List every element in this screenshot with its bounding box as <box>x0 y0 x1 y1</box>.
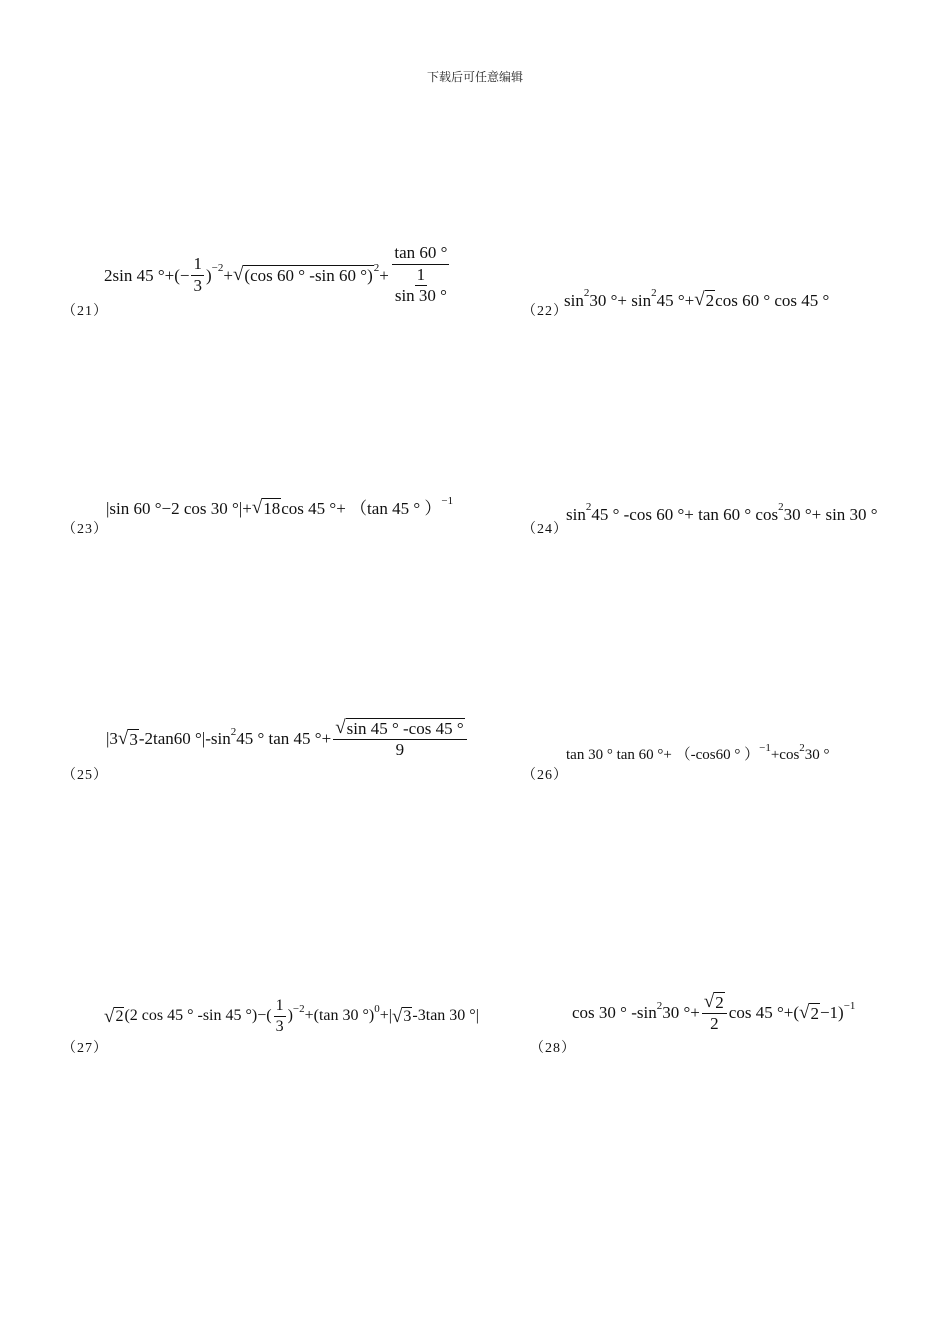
expr-text: 45 ° tan 45 °+ <box>236 729 332 749</box>
square-root <box>233 265 374 285</box>
expr-text: |sin 60 °−2 cos 30 °|+ <box>106 498 252 518</box>
square-root <box>118 729 139 749</box>
fraction <box>702 992 727 1034</box>
expr-text: −1) <box>819 1003 844 1023</box>
exponent: 2 <box>651 287 657 299</box>
denominator: 9 <box>395 740 405 760</box>
expr-text: 45 ° -cos 60 °+ tan 60 ° cos <box>591 504 779 524</box>
expr-text: + <box>223 265 233 285</box>
radicand: 3 <box>403 1007 412 1025</box>
expr-text: +(tan 30 °) <box>304 1007 375 1025</box>
complex-fraction <box>391 244 451 306</box>
expr-text: 30 ° <box>804 747 830 764</box>
expr-text: 30 °+ sin <box>589 290 652 310</box>
radicand: 2 <box>705 291 715 311</box>
inner-fraction <box>393 266 449 306</box>
exponent: −2 <box>292 1002 305 1015</box>
problem-label-25: （25） <box>62 768 108 783</box>
radical-sign: √ <box>694 289 705 311</box>
expression-23 <box>106 495 454 519</box>
expr-text: 30 °+ <box>662 1003 700 1023</box>
expr-text: -2tan60 °|-sin <box>138 729 231 749</box>
problem-label-23: （23） <box>62 522 108 537</box>
expr-text: sin <box>566 504 586 524</box>
radicand: 2 <box>115 1007 124 1025</box>
radicand: sin 45 ° -cos 45 ° <box>346 719 464 739</box>
expr-text: +| <box>379 1007 392 1025</box>
problem-label-22: （22） <box>522 304 568 319</box>
expr-text: (2 cos 45 ° -sin 45 °)−( <box>124 1007 272 1025</box>
radical-sign: √ <box>232 264 244 286</box>
radical-sign: √ <box>799 1001 810 1023</box>
expr-text: |3 <box>106 729 118 749</box>
radical-sign: √ <box>391 1005 403 1027</box>
radicand: (cos 60 ° -sin 60 °) <box>244 266 373 286</box>
expr-text: ) <box>287 1007 293 1025</box>
exponent: 2 <box>583 287 590 299</box>
expression-26 <box>566 742 830 764</box>
expr-text: + <box>379 265 389 285</box>
exponent: −2 <box>211 261 224 274</box>
denominator: 3 <box>193 275 202 295</box>
expression-21 <box>104 244 453 306</box>
expr-text: cos 45 °+( <box>728 1003 800 1023</box>
expression-27 <box>104 997 479 1035</box>
radicand: 2 <box>715 993 724 1013</box>
denominator: 2 <box>710 1014 719 1034</box>
fraction <box>274 997 286 1035</box>
expr-text: tan 30 ° tan 60 °+ （-cos60 ° ） <box>566 747 760 764</box>
square-root <box>694 290 715 310</box>
exponent: −1 <box>441 495 454 507</box>
numerator: 1 <box>191 255 204 276</box>
radical-sign: √ <box>703 991 715 1013</box>
problem-label-28: （28） <box>530 1041 576 1056</box>
radical-sign: √ <box>117 727 129 749</box>
numerator: 1 <box>274 997 286 1017</box>
exponent: 0 <box>374 1002 380 1015</box>
expression-25 <box>106 718 469 760</box>
expression-22 <box>564 287 830 311</box>
page-header: 下载后可任意编辑 <box>426 70 523 84</box>
numerator: tan 60 ° <box>392 244 449 265</box>
expr-text: cos 45 °+ （tan 45 ° ） <box>281 498 442 518</box>
expr-text: 30 °+ sin 30 ° <box>783 504 878 524</box>
square-root <box>799 1003 820 1023</box>
expr-text: ) <box>205 265 212 285</box>
square-root <box>392 1007 412 1026</box>
expression-24 <box>566 501 878 524</box>
exponent: 2 <box>373 261 380 274</box>
square-root <box>335 718 464 738</box>
denominator <box>391 265 451 306</box>
problem-label-27: （27） <box>62 1041 108 1056</box>
exponent: −1 <box>759 742 771 754</box>
expr-text: (− <box>174 265 190 285</box>
radical-sign: √ <box>335 717 346 739</box>
problem-label-21: （21） <box>62 304 108 319</box>
square-root <box>704 992 725 1012</box>
expr-text: 45 °+ <box>656 290 695 310</box>
problem-label-26: （26） <box>522 768 568 783</box>
radical-sign: √ <box>104 1005 115 1027</box>
radicand: 2 <box>810 1003 819 1023</box>
problem-label-24: （24） <box>522 522 568 537</box>
square-root <box>252 498 281 518</box>
exponent: 2 <box>656 999 663 1012</box>
exponent: 2 <box>230 725 237 738</box>
denominator: 3 <box>275 1017 284 1035</box>
square-root <box>104 1007 124 1026</box>
exponent: −1 <box>843 999 856 1012</box>
numerator: 1 <box>415 266 428 287</box>
expression-28 <box>572 992 855 1034</box>
fraction <box>191 255 204 295</box>
radical-sign: √ <box>251 497 263 519</box>
expr-text: cos 30 ° -sin <box>572 1003 657 1023</box>
exponent: 2 <box>778 501 784 513</box>
expr-text: sin <box>564 290 584 310</box>
radicand: 3 <box>129 729 138 749</box>
exponent: 2 <box>585 501 592 513</box>
denominator: sin 30 ° <box>394 286 447 306</box>
exponent: 2 <box>799 742 805 754</box>
numerator <box>333 718 466 740</box>
fraction <box>333 718 466 760</box>
expr-text: -3tan 30 °| <box>412 1007 479 1025</box>
numerator <box>702 992 727 1014</box>
expr-text: +cos <box>770 747 800 764</box>
radicand: 18 <box>263 499 281 519</box>
expr-text: cos 60 ° cos 45 ° <box>715 290 830 310</box>
expr-text: 2sin 45 °+ <box>104 265 175 285</box>
